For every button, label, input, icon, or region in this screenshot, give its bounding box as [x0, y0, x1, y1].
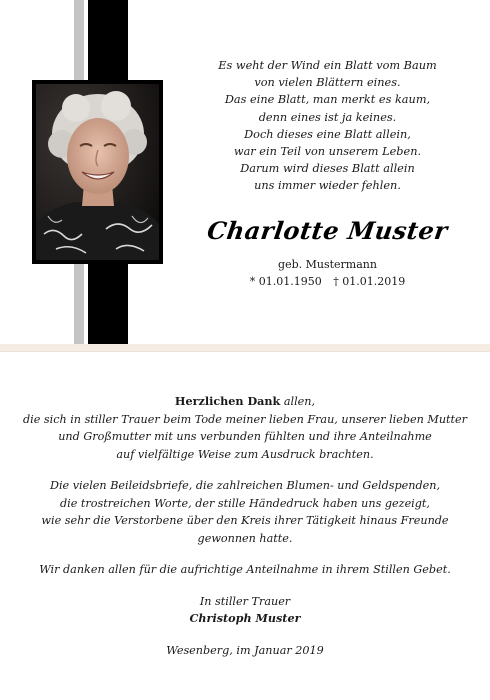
poem-line: war ein Teil von unserem Leben.	[233, 145, 422, 159]
birth-name: geb. Mustermann	[278, 258, 377, 271]
portrait-photo	[36, 84, 159, 260]
thanks-line: Wir danken allen für die aufrichtige Anteilnahme in ihrem Stillen Gebet.	[39, 563, 451, 576]
deceased-name: Charlotte Muster	[205, 216, 450, 245]
thanks-heading	[20, 393, 470, 411]
poem-line: denn eines ist ja keines.	[258, 110, 397, 124]
poem-line: uns immer wieder fehlen.	[254, 179, 401, 193]
closing-line: In stiller Trauer	[199, 594, 291, 608]
section-divider	[0, 344, 490, 351]
poem-line: Doch dieses eine Blatt allein,	[244, 127, 411, 141]
poem-line: Es weht der Wind ein Blatt vom Baum	[218, 59, 437, 72]
thanks-line: die sich in stiller Trauer beim Tode meiner lieben Frau, unserer lieben Mutter	[22, 412, 468, 426]
portrait-photo-frame	[32, 80, 163, 264]
thanks-line: auf vielfältige Weise zum Ausdruck brachten.	[116, 447, 374, 461]
poem-line: Das eine Blatt, man merkt es kaum,	[224, 93, 431, 107]
thank-you-text	[20, 393, 470, 659]
death-date: † 01.01.2019	[333, 275, 406, 288]
signature: Christoph Muster	[189, 611, 301, 625]
thanks-line: gewonnen hatte.	[197, 531, 293, 545]
thanks-line: Die vielen Beileidsbriefe, die zahlreichen Blumen- und Geldspenden,	[49, 479, 441, 492]
birth-date: * 01.01.1950	[249, 275, 322, 288]
life-dates	[205, 275, 450, 288]
poem-line: von vielen Blättern eines.	[254, 76, 401, 90]
memorial-poem	[205, 57, 450, 195]
thanks-line: und Großmutter mit uns verbunden fühlten und ihre Anteilnahme	[58, 430, 432, 443]
thanks-heading-rest: allen,	[280, 395, 316, 408]
poem-line: Darum wird dieses Blatt allein	[240, 162, 415, 176]
place-date: Wesenberg, im Januar 2019	[166, 643, 324, 657]
thanks-heading-bold: Herzlichen Dank	[174, 394, 281, 408]
section-divider-line	[0, 351, 490, 352]
thanks-line: die trostreichen Worte, der stille Händedruck haben uns gezeigt,	[60, 496, 430, 510]
thanks-line: wie sehr die Verstorbene über den Kreis ihrer Tätigkeit hinaus Freunde	[41, 514, 449, 527]
